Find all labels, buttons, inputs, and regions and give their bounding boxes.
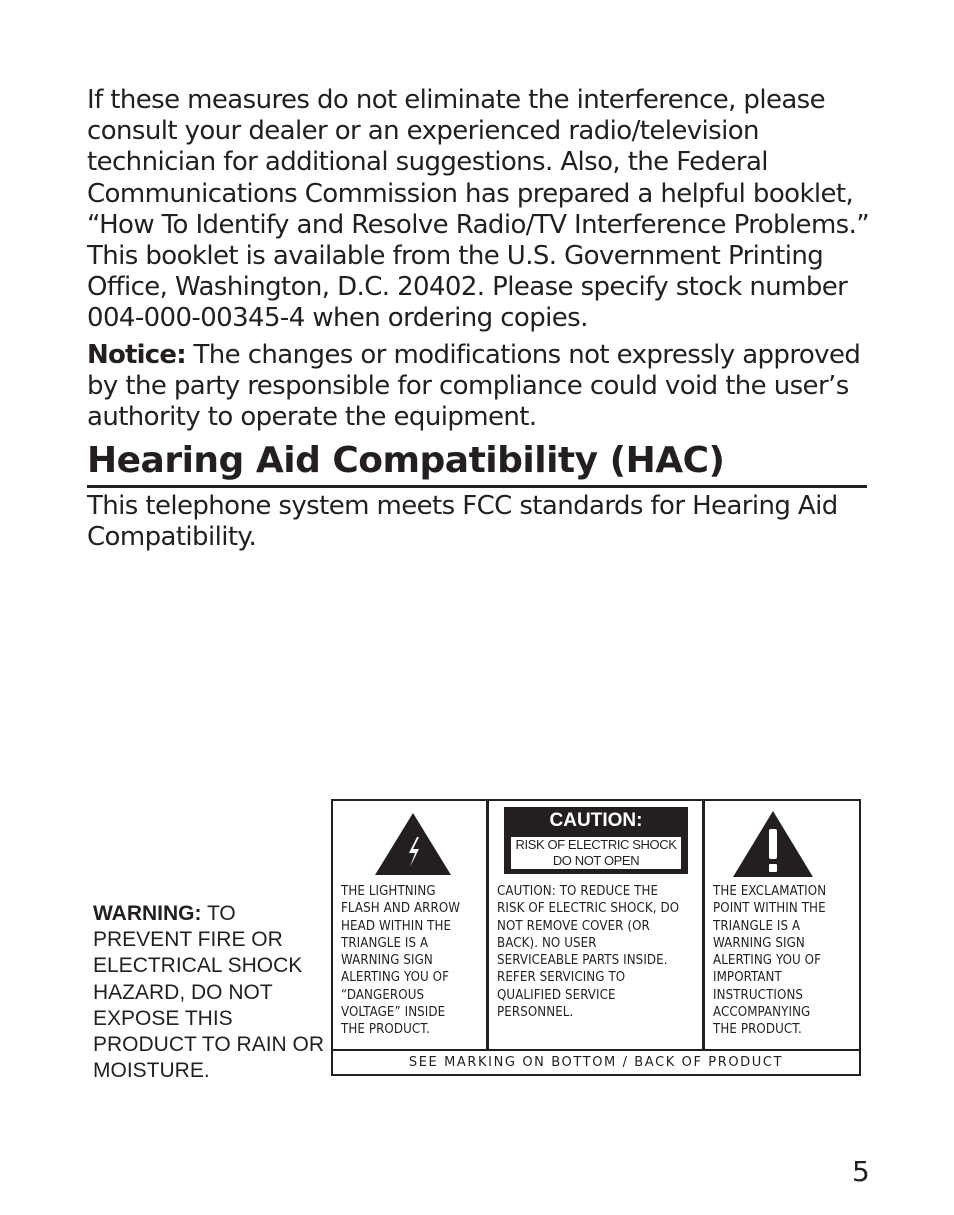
section-heading: Hearing Aid Compatibility (HAC) — [87, 440, 725, 481]
caution-badge — [504, 807, 688, 874]
section-heading-underline — [87, 437, 867, 488]
notice-text: The changes or modifications not expressly approved by the party responsible for compliance could void the user’s authority to operate the equipment. — [87, 340, 861, 433]
lightning-column — [333, 801, 489, 1049]
warning-notice — [93, 901, 328, 1084]
safety-label-box — [331, 799, 861, 1076]
lightning-triangle-icon — [373, 811, 453, 877]
caution-title: CAUTION: — [549, 810, 643, 831]
notice-paragraph — [87, 340, 887, 434]
lightning-description: THE LIGHTNING FLASH AND ARROW HEAD WITHIN THE TRIANGLE IS A WARNING SIGN ALERTING YOU OF “DANGEROUS VOLTAGE” INSIDE THE PRODUCT. — [341, 884, 461, 1038]
caution-column — [489, 801, 705, 1049]
page-number: 5 — [852, 1155, 870, 1188]
label-footer: SEE MARKING ON BOTTOM / BACK OF PRODUCT — [333, 1049, 859, 1074]
exclamation-column — [705, 801, 859, 1049]
exclamation-description: THE EXCLAMATION POINT WITHIN THE TRIANGLE IS A WARNING SIGN ALERTING YOU OF IMPORTANT INSTRUCTIONS ACCOMPANYING THE PRODUCT. — [713, 884, 827, 1038]
caution-description: CAUTION: TO REDUCE THE RISK OF ELECTRIC SHOCK, DO NOT REMOVE COVER (OR BACK). NO USER SERVICEABLE PARTS INSIDE. REFER SERVICING TO QUALIFIED SERVICE PERSONNEL. — [497, 884, 680, 1021]
hac-paragraph: This telephone system meets FCC standards for Hearing Aid Compatibility. — [87, 491, 838, 553]
warning-text: TO PREVENT FIRE OR ELECTRICAL SHOCK HAZARD, DO NOT EXPOSE THIS PRODUCT TO RAIN OR MOISTURE. — [93, 902, 325, 1083]
interference-paragraph: If these measures do not eliminate the interference, please consult your dealer or an experienced radio/television technician for additional suggestions. Also, the Federal Communications Commission has prepared a helpful booklet, “How To Identify and Resolve Radio/TV Interference Problems.” This booklet is available from the U.S. Government Printing Office, Washington, D.C. 20402. Please specify stock number 004-000-00345-4 when ordering copies. — [87, 85, 870, 334]
exclamation-triangle-icon — [731, 809, 815, 879]
notice-label: Notice: — [87, 340, 186, 370]
warning-label: WARNING: — [93, 902, 202, 925]
caution-subtitle: RISK OF ELECTRIC SHOCK DO NOT OPEN — [511, 837, 681, 869]
